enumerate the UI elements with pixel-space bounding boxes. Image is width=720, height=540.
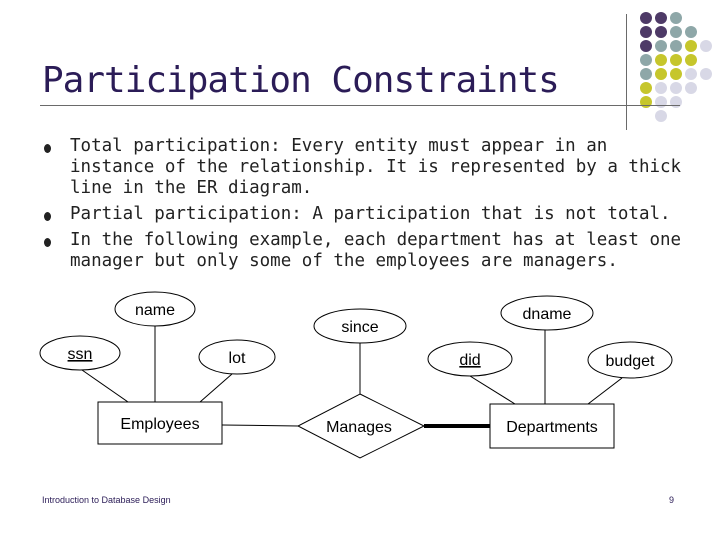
attribute-did-label: did [459, 352, 481, 369]
attribute-budget-label: budget [605, 353, 655, 370]
bullet-text-example: In the following example, each department has at least one manager but only some of the employees are managers. [70, 230, 682, 271]
connector-budget-departments [588, 378, 622, 404]
attribute-since-label: since [341, 319, 379, 336]
relationship-manages-label: Manages [326, 419, 392, 436]
attribute-lot-label: lot [228, 350, 246, 367]
partial-participation-line [222, 425, 298, 426]
footer-text: Introduction to Database Design [42, 495, 171, 505]
connector-lot-employees [200, 374, 232, 402]
entity-employees-label: Employees [120, 416, 200, 433]
attribute-name-label: name [134, 302, 176, 319]
entity-departments-label: Departments [506, 419, 598, 436]
connector-did-departments [470, 376, 515, 404]
connector-ssn-employees [82, 370, 128, 402]
bullet-text-total-participation: Total participation: Every entity must appear in an instance of the relationship. It is represented by a thick line in the ER diagram. [70, 136, 682, 198]
attribute-ssn-label: ssn [67, 346, 93, 363]
attribute-dname-label: dname [522, 306, 572, 323]
page-number: 9 [669, 495, 675, 505]
page-title: Participation Constraints [42, 60, 559, 101]
bullet-text-partial-participation: Partial participation: A participation that is not total. [70, 204, 671, 224]
